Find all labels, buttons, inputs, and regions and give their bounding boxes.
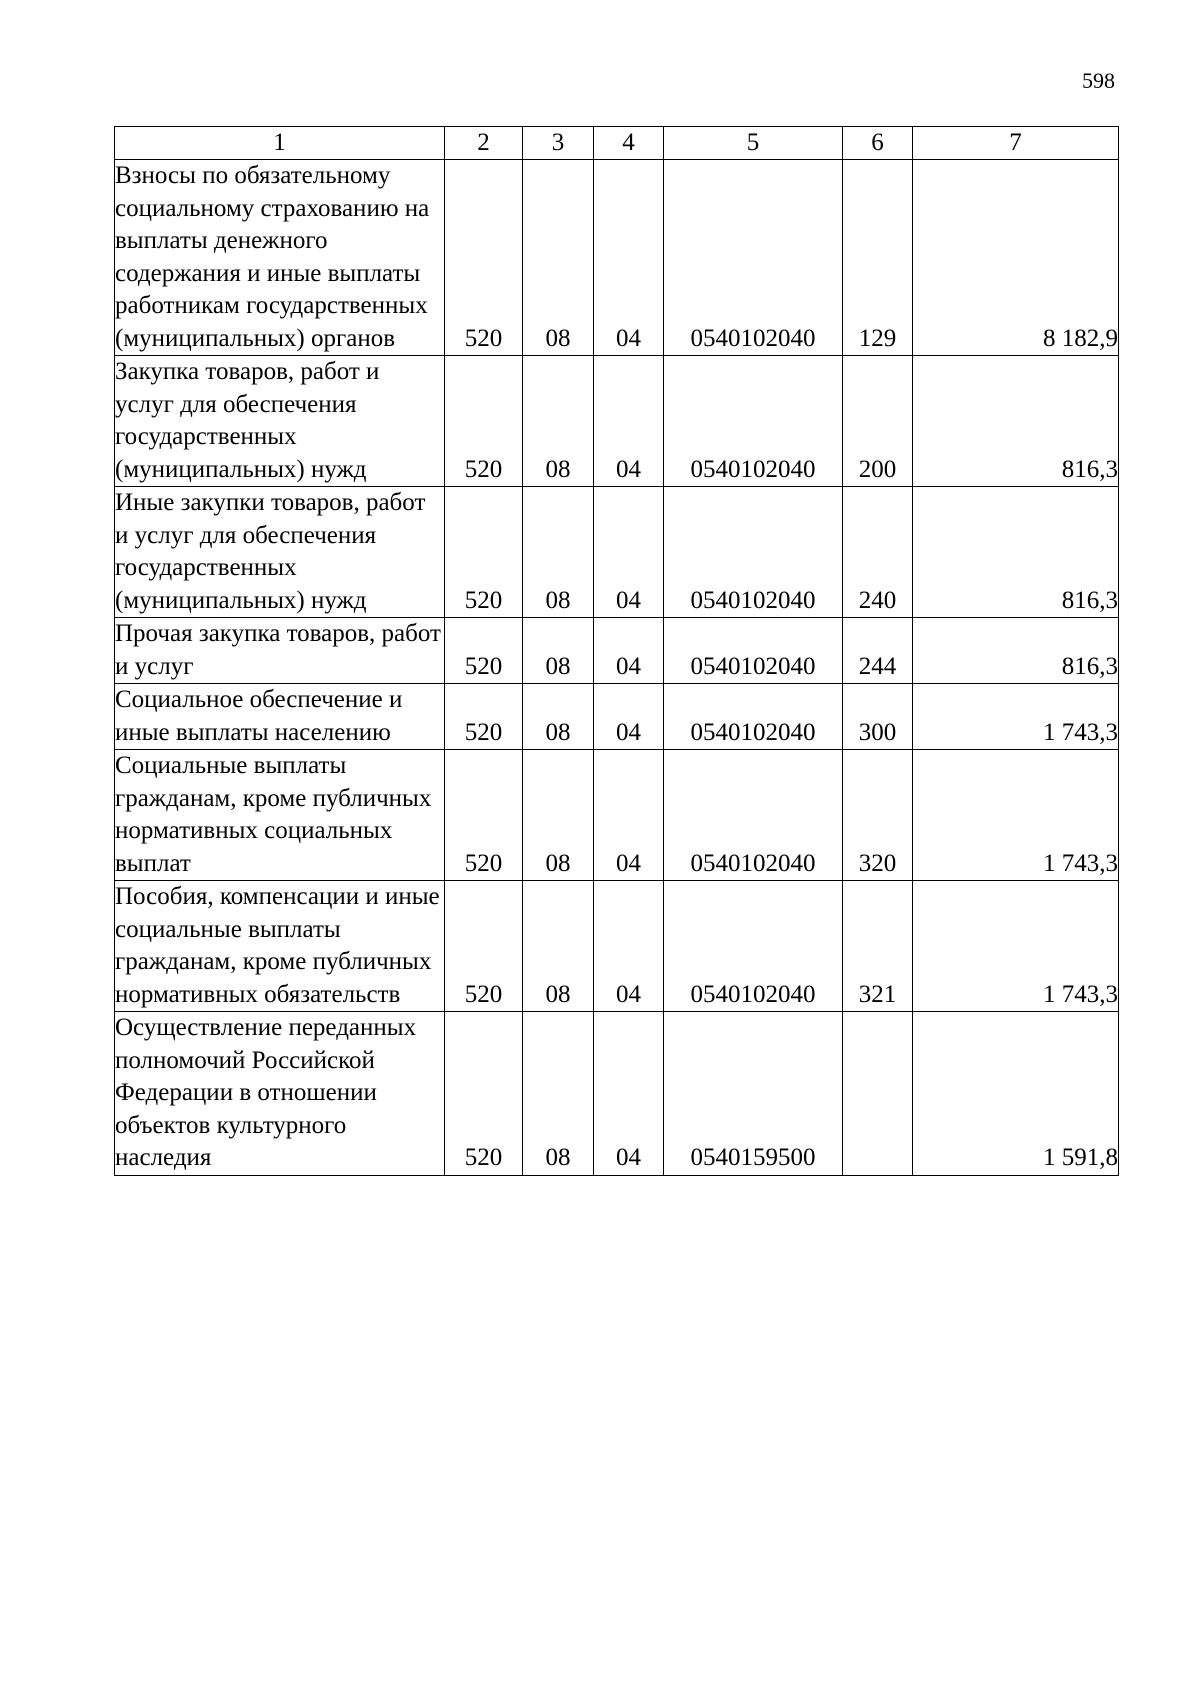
row-cell-5: 0540102040: [664, 684, 843, 750]
row-amount-cell: 1 743,3: [913, 684, 1119, 750]
header-row: [115, 127, 1119, 160]
table-row: [115, 1012, 1119, 1176]
row-cell-3: 08: [523, 750, 594, 881]
header-cell-2: 2: [445, 127, 523, 160]
row-name-cell: Закупка товаров, работ и услуг для обеспечения государственных (муниципальных) нужд: [115, 356, 445, 487]
row-cell-4: 04: [594, 487, 664, 618]
row-cell-6: 300: [843, 684, 913, 750]
row-name-cell: Прочая закупка товаров, работ и услуг: [115, 618, 445, 684]
header-cell-4: 4: [594, 127, 664, 160]
row-cell-6: 244: [843, 618, 913, 684]
row-cell-2: 520: [445, 881, 523, 1012]
row-cell-5: 0540102040: [664, 618, 843, 684]
row-cell-2: 520: [445, 750, 523, 881]
row-cell-3: 08: [523, 881, 594, 1012]
row-cell-2: 520: [445, 160, 523, 356]
row-cell-6: 321: [843, 881, 913, 1012]
table-row: [115, 684, 1119, 750]
row-name-cell: Социальное обеспечение и иные выплаты населению: [115, 684, 445, 750]
row-cell-2: 520: [445, 1012, 523, 1176]
table-row: [115, 750, 1119, 881]
page-number: 598: [1082, 68, 1115, 93]
table-body: [115, 160, 1119, 1176]
row-cell-5: 0540159500: [664, 1012, 843, 1176]
row-cell-4: 04: [594, 1012, 664, 1176]
table-row: [115, 160, 1119, 356]
row-name-cell: Пособия, компенсации и иные социальные выплаты гражданам, кроме публичных нормативных обязательств: [115, 881, 445, 1012]
row-cell-2: 520: [445, 487, 523, 618]
row-name-cell: Социальные выплаты гражданам, кроме публичных нормативных социальных выплат: [115, 750, 445, 881]
row-cell-4: 04: [594, 618, 664, 684]
row-cell-4: 04: [594, 881, 664, 1012]
row-amount-cell: 816,3: [913, 487, 1119, 618]
table-header: [115, 127, 1119, 160]
row-cell-6: [843, 1012, 913, 1176]
row-cell-4: 04: [594, 356, 664, 487]
row-cell-5: 0540102040: [664, 881, 843, 1012]
row-amount-cell: 8 182,9: [913, 160, 1119, 356]
row-amount-cell: 1 743,3: [913, 881, 1119, 1012]
row-cell-3: 08: [523, 356, 594, 487]
row-name-cell: Осуществление переданных полномочий Российской Федерации в отношении объектов культурного наследия: [115, 1012, 445, 1176]
row-cell-6: 240: [843, 487, 913, 618]
row-amount-cell: 816,3: [913, 356, 1119, 487]
row-cell-5: 0540102040: [664, 750, 843, 881]
row-cell-3: 08: [523, 487, 594, 618]
table-row: [115, 487, 1119, 618]
row-cell-3: 08: [523, 160, 594, 356]
budget-table: [114, 126, 1119, 1176]
row-cell-3: 08: [523, 1012, 594, 1176]
row-cell-2: 520: [445, 684, 523, 750]
header-cell-3: 3: [523, 127, 594, 160]
table-row: [115, 618, 1119, 684]
row-cell-4: 04: [594, 160, 664, 356]
table-row: [115, 356, 1119, 487]
row-cell-3: 08: [523, 618, 594, 684]
row-cell-5: 0540102040: [664, 160, 843, 356]
row-amount-cell: 1 743,3: [913, 750, 1119, 881]
row-name-cell: Иные закупки товаров, работ и услуг для обеспечения государственных (муниципальных) нужд: [115, 487, 445, 618]
row-amount-cell: 1 591,8: [913, 1012, 1119, 1176]
row-name-cell: Взносы по обязательному социальному страхованию на выплаты денежного содержания и иные выплаты работникам государственных (муниципальных) органов: [115, 160, 445, 356]
row-cell-5: 0540102040: [664, 356, 843, 487]
row-amount-cell: 816,3: [913, 618, 1119, 684]
table-row: [115, 881, 1119, 1012]
row-cell-4: 04: [594, 750, 664, 881]
header-cell-1: 1: [115, 127, 445, 160]
row-cell-2: 520: [445, 618, 523, 684]
row-cell-6: 200: [843, 356, 913, 487]
row-cell-5: 0540102040: [664, 487, 843, 618]
row-cell-6: 129: [843, 160, 913, 356]
header-cell-5: 5: [664, 127, 843, 160]
header-cell-6: 6: [843, 127, 913, 160]
header-cell-7: 7: [913, 127, 1119, 160]
row-cell-3: 08: [523, 684, 594, 750]
row-cell-6: 320: [843, 750, 913, 881]
row-cell-4: 04: [594, 684, 664, 750]
row-cell-2: 520: [445, 356, 523, 487]
